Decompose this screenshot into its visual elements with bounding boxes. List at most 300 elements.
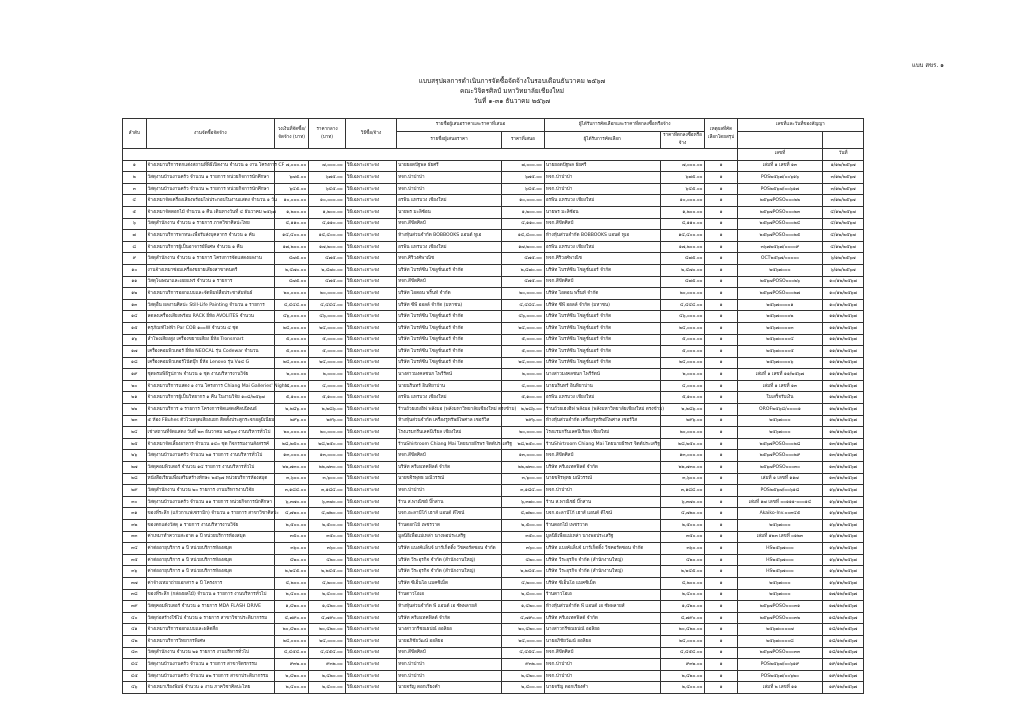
header-contract-no: เลขที่: [737, 149, 823, 161]
winner-name: หจก.ป่าป่าป่า: [544, 183, 660, 195]
budget-amount: ๒๙๖.๐๐: [275, 415, 309, 427]
agreed-price: ๓๕๐.๐๐: [660, 531, 705, 543]
table-row: [123, 554, 864, 566]
row-number: ๒๗: [123, 462, 147, 474]
bidder-name: อรพิน แหรบวง เชียงใหม่: [397, 195, 502, 207]
agreed-price: ๒๔,๐๐๐.๐๐: [660, 635, 705, 647]
procurement-method: วิธีเฉพาะเจาะจง: [345, 554, 396, 566]
item-description: ค่าต่ออายุบริการ ๑ ปี หน่วยบริการห้องสมุด: [146, 566, 274, 578]
contract-number: ๒๕๖๗๐๐๐๐๓: [737, 322, 823, 334]
item-description: ของที่ระลึก (กล่องผลไม้) จำนวน ๑ รายการ งานบริหารทั่วไป: [146, 589, 274, 601]
procurement-method: วิธีเฉพาะเจาะจง: [345, 253, 396, 265]
form-code: แบบ สขร. ๑: [911, 62, 944, 69]
item-description: จ้างเหมาบริการผู้เป็นวิทยากร ๑ คืน ในงานวิจัย ๑๐๘/๒๕๖๗: [146, 392, 274, 404]
row-number: ๔๓: [123, 647, 147, 659]
procurement-method: วิธีเฉพาะเจาะจง: [345, 566, 396, 578]
agreed-price: ๕,๐๐๐.๐๐: [660, 334, 705, 346]
item-description: เครื่องคอมพิวเตอร์โน้ตบุ๊ก ยี่ห้อ Lenovo รุ่น V๑๔ G: [146, 357, 274, 369]
contract-number: HS๒๕๖๗๐๐๐: [737, 554, 823, 566]
table-row: [123, 172, 864, 184]
budget-amount: ๑๓,๐๐๐.๐๐: [275, 450, 309, 462]
table-row: [123, 612, 864, 624]
bidder-name: หจก.สีขีดศิลป์: [397, 218, 502, 230]
bid-price: ๔,๐๐๐.๐๐: [502, 380, 545, 392]
selection-reason: ๑: [705, 311, 737, 323]
contract-number: POS๒๕๖๗/๐๐๖๒๐: [737, 670, 823, 682]
median-price: ๗,๐๐๐.๐๐: [309, 160, 345, 172]
contract-number: ๒๕๖๗POSO๐๐๐๓๑: [737, 601, 823, 613]
budget-amount: ๔,๗๒๐.๐๐: [275, 508, 309, 520]
contract-number: ๒๕๖๗POSO๐๐๐๒๗: [737, 288, 823, 300]
winner-name: ห้างหุ้นส่วนจำกัด พี แอนด์ เอ ซัพพลายส์: [544, 601, 660, 613]
selection-reason: ๑: [705, 183, 737, 195]
bid-price: ๔,๔๕๔.๐๐: [502, 647, 545, 659]
bid-price: ๑,๒๐๐.๐๐: [502, 206, 545, 218]
contract-date: ๑๑/๑๒/๒๕๖๗: [823, 346, 864, 358]
contract-number: ๒๕๖๗๐๐๐๐๖: [737, 357, 823, 369]
procurement-method: วิธีเฉพาะเจาะจง: [345, 450, 396, 462]
table-row: [123, 543, 864, 555]
table-row: [123, 288, 864, 300]
budget-amount: ๕,๐๐๐.๐๐: [275, 346, 309, 358]
contract-date: ๓/๑๒/๒๕๖๗: [823, 172, 864, 184]
median-price: ๒,๔๐๐.๐๐: [309, 589, 345, 601]
item-description: ลำโพงเสียงสูง เครื่องขยายเสียง ยี่ห้อ Tronsmart: [146, 334, 274, 346]
winner-name: บริษัท ซีเอ็นโอ แมคซิเม็ด: [544, 577, 660, 589]
table-row: [123, 264, 864, 276]
item-description: จ้างเหมาจัดดอกไม้ จำนวน ๑ คืน เดินทางวันที่ ๔ ธันวาคม ๒๕๖๗: [146, 206, 274, 218]
item-description: วัสดุคอมพิวเตอร์ จำนวน ๑ รายการ MDA FLASH DRIVE: [146, 601, 274, 613]
agreed-price: ๒,๕๐๐.๐๐: [660, 520, 705, 532]
budget-amount: ๒๔,๐๐๐.๐๐: [275, 322, 309, 334]
row-number: ๑๗: [123, 346, 147, 358]
row-number: ๔๕: [123, 670, 147, 682]
bid-price: ๓,๖๐๐.๐๐: [502, 473, 545, 485]
item-description: วัสดุสำนักงาน จำนวน ๒๑ รายการ งานบริหารทั่วไป: [146, 647, 274, 659]
table-row: [123, 334, 864, 346]
item-description: จ้างเหมาบริการแสดง ๑ งาน โครงการ Chiang Mai Galleries' Nights: [146, 380, 274, 392]
contract-date: ๑๑/๑๒/๒๕๖๗: [823, 322, 864, 334]
bidder-name: อรพิน แหรบวง เชียงใหม่: [397, 241, 502, 253]
winner-name: บริษัท ไบรท์ซีน โซลูชั่นเอร์ จำกัด: [544, 357, 660, 369]
table-row: [123, 485, 864, 497]
bidder-name: บริษัท ซีพี ออลล์ จำกัด (มหาชน): [397, 299, 502, 311]
contract-number: ๒๕๖๗๐๐๐: [737, 415, 823, 427]
bidder-name: หจก.ป่าป่าป่า: [397, 183, 502, 195]
row-number: ๗: [123, 230, 147, 242]
contract-date: ๔/๑๒/๒๕๖๗: [823, 206, 864, 218]
median-price: ๒,๒๘๖.๐๐: [309, 404, 345, 416]
contract-date: ๑๑/๑๒/๒๕๖๗: [823, 334, 864, 346]
median-price: ๖๔๕.๐๐: [309, 183, 345, 195]
winner-name: หจก.ป่าป่าป่า: [544, 659, 660, 671]
agreed-price: ๔,๑๑๐.๐๐: [660, 218, 705, 230]
winner-name: นายจรัญ ดอกเรียงคำ: [544, 682, 660, 694]
winner-name: หจก.ศิริวงศ์พาณิช: [544, 253, 660, 265]
procurement-method: วิธีเฉพาะเจาะจง: [345, 670, 396, 682]
bid-price: ๒,๒๘๖.๐๐: [502, 404, 545, 416]
bid-price: ๒,๔๒๐.๐๐: [502, 670, 545, 682]
procurement-method: วิธีเฉพาะเจาะจง: [345, 276, 396, 288]
budget-amount: ๒,๒๘๖.๐๐: [275, 404, 309, 416]
bidder-name: บริษัท ไบรท์ซีน โซลูชั่นเอร์ จำกัด: [397, 346, 502, 358]
procurement-method: วิธีเฉพาะเจาะจง: [345, 496, 396, 508]
contract-number: ๒๕๖๗๐๐๐๐๒: [737, 311, 823, 323]
row-number: ๔๒: [123, 635, 147, 647]
budget-amount: ๔๒๐.๐๐: [275, 554, 309, 566]
procurement-method: วิธีเฉพาะเจาะจง: [345, 543, 396, 555]
contract-date: ๑๗/๑๒/๒๕๖๗: [823, 589, 864, 601]
procurement-method: วิธีเฉพาะเจาะจง: [345, 299, 396, 311]
item-description: จ้างเหมาจัดเลี้ยงอาหาร จำนวน ๑๔๐ ชุด กิจกรรมงานสังสรรค์: [146, 438, 274, 450]
procurement-method: วิธีเฉพาะเจาะจง: [345, 346, 396, 358]
winner-name: อรพิน แหรบวง เชียงใหม่: [544, 241, 660, 253]
agreed-price: ๔,๐๐๐.๐๐: [660, 380, 705, 392]
procurement-method: วิธีเฉพาะเจาะจง: [345, 404, 396, 416]
bid-price: ๒,๔๐๐.๐๐: [502, 682, 545, 694]
budget-amount: ๒๒,๗๓๐.๐๐: [275, 462, 309, 474]
procurement-method: วิธีเฉพาะเจาะจง: [345, 218, 396, 230]
bidder-name: หจก.ป่าป่าป่า: [397, 172, 502, 184]
agreed-price: ๓๖๐.๐๐: [660, 543, 705, 555]
table-row: [123, 496, 864, 508]
contract-number: ๒๕๖๗POSO๐๐๐๒๘: [737, 438, 823, 450]
row-number: ๓๓: [123, 531, 147, 543]
budget-amount: ๔,๒๐๐.๐๐: [275, 577, 309, 589]
table-row: [123, 508, 864, 520]
bid-price: ๔๗๕.๐๐: [502, 253, 545, 265]
item-description: จ้างเหมาบริการออกแบบและผลิตสื่อ: [146, 624, 274, 636]
agreed-price: ๒,๐๐๐.๐๐: [660, 369, 705, 381]
bid-price: ๒,๕๐๐.๐๐: [502, 520, 545, 532]
budget-amount: ๒,๒๔๕.๐๐: [275, 566, 309, 578]
bidder-name: หจก.สีขีดศิลป์: [397, 647, 502, 659]
contract-number: เล่มที่ ๑๗ เลขที่ ๐๐๑๑๑-๐๐๐๑๔: [737, 496, 823, 508]
winner-name: นางสาวมงคลชนก ไพรีรัตน์: [544, 369, 660, 381]
row-number: ๑๘: [123, 357, 147, 369]
winner-name: หจก.ป่าป่าป่า: [544, 670, 660, 682]
bid-price: ๒๔,๐๐๐.๐๐: [502, 322, 545, 334]
contract-number: ๒๕๖๗๐๐๐๐๔: [737, 334, 823, 346]
contract-date: ๑๖/๑๒/๒๕๖๗: [823, 520, 864, 532]
row-number: ๑๓: [123, 299, 147, 311]
selection-reason: ๑: [705, 462, 737, 474]
header-contract-no-spacer: [737, 132, 823, 149]
contract-number: เล่มที่ ๑ เลขที่ ๑๓: [737, 160, 823, 172]
selection-reason: ๑: [705, 195, 737, 207]
row-number: ๒: [123, 172, 147, 184]
selection-reason: ๑: [705, 206, 737, 218]
budget-amount: ๒,๔๗๐.๐๐: [275, 264, 309, 276]
bidder-name: หจก.ศิริวงศ์พาณิช: [397, 253, 502, 265]
contract-number: Akaiko-Inv.๐๐๓๔๕: [737, 508, 823, 520]
contract-number: ๒๕๖๗POSO๐๐๐๒๒: [737, 195, 823, 207]
contract-number: ใบเสร็จรับเงิน: [737, 392, 823, 404]
agreed-price: ๒,๔๐๐.๐๐: [660, 589, 705, 601]
bid-price: ๑๗,๒๐๐.๐๐: [502, 241, 545, 253]
contract-date: ๑๓/๑๒/๒๕๖๗: [823, 462, 864, 474]
bidder-name: บริษัท วีระอุรกิจ จำกัด (สำนักงานใหญ่): [397, 554, 502, 566]
budget-amount: ๑,๔๒๐.๐๐: [275, 601, 309, 613]
median-price: ๒๔,๐๐๐.๐๐: [309, 322, 345, 334]
header-bidder-name: รายชื่อผู้เสนอราคา: [397, 132, 502, 149]
header-agreed-price: ราคาที่ตกลงซื้อหรือจ้าง: [660, 132, 705, 149]
contract-date: ๑๘/๑๒/๒๕๖๗: [823, 647, 864, 659]
median-price: ๕,๑๐๐.๐๐: [309, 392, 345, 404]
row-number: ๔๐: [123, 612, 147, 624]
contract-number: ๒๕๖๗๐๐๐: [737, 427, 823, 439]
winner-name: ร้านดาวโอเอ: [544, 589, 660, 601]
contract-date: ๑๘/๑๒/๒๕๖๗: [823, 612, 864, 624]
table-row: [123, 195, 864, 207]
procurement-method: วิธีเฉพาะเจาะจง: [345, 647, 396, 659]
row-number: ๓๐: [123, 496, 147, 508]
winner-name: ร้าน ส.พาณิชย์ บิ๊กสาน: [544, 496, 660, 508]
contract-number: ๒๕๖๗๐๐๐: [737, 589, 823, 601]
bidder-name: โรงแรมกรีนเลคปีเรียล เชียงใหม่: [397, 427, 502, 439]
row-number: ๒๕: [123, 438, 147, 450]
contract-number: เล่มที่ ๒ เลขที่ ๑๑: [737, 682, 823, 694]
procurement-method: วิธีเฉพาะเจาะจง: [345, 612, 396, 624]
agreed-price: ๒,๒๘๖.๐๐: [660, 404, 705, 416]
row-number: ๓๒: [123, 520, 147, 532]
bid-price: ๒๐,๐๐๐.๐๐: [502, 288, 545, 300]
header-median-price: ราคากลาง (บาท): [309, 119, 345, 149]
procurement-method: วิธีเฉพาะเจาะจง: [345, 485, 396, 497]
procurement-method: วิธีเฉพาะเจาะจง: [345, 172, 396, 184]
bidder-name: บริษัท แบงค์แล็บจ์ มาร์เก็ตติ้ง วีชคอร์ดซอน จำกัด: [397, 543, 502, 555]
median-price: ๓๖๐.๐๐: [309, 543, 345, 555]
agreed-price: ๑๓,๐๐๐.๐๐: [660, 450, 705, 462]
contract-number: ๒๕๖๗POSO๐๐๐๒๓: [737, 206, 823, 218]
bid-price: ๑๔,๔๐๐.๐๐: [502, 230, 545, 242]
contract-number: ๒๕๖๗๐๐๐๐๘: [737, 635, 823, 647]
winner-name: หจก.สีขีดศิลป์: [544, 450, 660, 462]
contract-date: ๑๙/๑๒/๒๕๖๗: [823, 659, 864, 671]
item-description: ค่าต่ออายุบริการ ๑ ปี หน่วยบริการห้องสมุด: [146, 543, 274, 555]
contract-number: เล่มที่ ๑ เลขที่ ๑๑/๒๕๖๗: [737, 369, 823, 381]
contract-number: POS๒๕๖๗/๐๐๖๑๗: [737, 183, 823, 195]
row-number: ๔: [123, 195, 147, 207]
contract-date: ๑๗/๑๒/๒๕๖๗: [823, 601, 864, 613]
bidder-name: หจก.ป่าป่าป่า: [397, 659, 502, 671]
agreed-price: ๙๓๒.๐๐: [660, 659, 705, 671]
bid-price: ๒๙๖.๐๐: [502, 415, 545, 427]
table-row: [123, 682, 864, 694]
item-description: วัสดุงานบ้านงานครัว จำนวน ๑ รายการ หน่วยกิจการนักศึกษา: [146, 172, 274, 184]
table-row: [123, 369, 864, 381]
item-description: วัสดุอื่น ผลงานศิลปะ Still-Life Painting จำนวน ๑ รายการ: [146, 299, 274, 311]
item-description: จ้างเหมาบริการวิทยากรพิเศษ: [146, 635, 274, 647]
bidder-name: มูลนิธิเพื่อแม่เหล่า นางพอประเสริฐ: [397, 531, 502, 543]
contract-number: ๒๕๖๗POSO๐๐๐๓๓: [737, 647, 823, 659]
budget-amount: ๑๔,๔๐๐.๐๐: [275, 230, 309, 242]
agreed-price: ๗,๐๐๐.๐๐: [660, 160, 705, 172]
budget-amount: ๖๔๕.๐๐: [275, 183, 309, 195]
agreed-price: ๖๔๕.๐๐: [660, 183, 705, 195]
agreed-price: ๕,๑๐๐.๐๐: [660, 392, 705, 404]
bid-price: ๑๐,๐๐๐.๐๐: [502, 195, 545, 207]
row-number: ๑๐: [123, 264, 147, 276]
header-contract-date-spacer: [823, 132, 864, 149]
median-price: ๒,๔๒๐.๐๐: [309, 670, 345, 682]
item-description: วัสดุงานบ้านงานครัว จำนวน ๑๒ รายการ สาขาประติมากรรม: [146, 670, 274, 682]
winner-name: ร้านถ้วยเฮงฮิฟ พลังมอ (พลังมหาวิทยาลัยเชียงใหม่ ตรงข้าม): [544, 404, 660, 416]
median-price: ๑๓,๐๐๐.๐๐: [309, 450, 345, 462]
bid-price: ๔,๔๔๔.๐๐: [502, 299, 545, 311]
faculty-name: คณะวิจิตรศิลป์ มหาวิทยาลัยเชียงใหม่: [459, 87, 565, 95]
agreed-price: ๔,๔๕๔.๐๐: [660, 647, 705, 659]
budget-amount: ๔,๔๔๔.๐๐: [275, 299, 309, 311]
row-number: ๑๔: [123, 311, 147, 323]
bidder-name: บริษัท ไบรท์ซีน โซลูชั่นเอร์ จำกัด: [397, 322, 502, 334]
bid-price: ๒๒,๗๓๐.๐๐: [502, 462, 545, 474]
winner-name: บริษัท วีระอุรกิจ จำกัด (สำนักงานใหญ่): [544, 554, 660, 566]
median-price: ๕,๐๐๐.๐๐: [309, 346, 345, 358]
report-period: วันที่ ๑-๓๑ ธันวาคม ๒๕๖๗: [473, 97, 551, 105]
procurement-method: วิธีเฉพาะเจาะจง: [345, 206, 396, 218]
contract-number: เล่มที่ ๑ เลขที่ ๑๓: [737, 380, 823, 392]
contract-number: POS๒๕๖๗/๐๐๖๑๖: [737, 172, 823, 184]
contract-date: ๑๐/๑๒/๒๕๖๗: [823, 288, 864, 300]
bidder-name: นายยอดปัฐพล ธัยศรี: [397, 160, 502, 172]
bid-price: ๔,๗๒๐.๐๐: [502, 508, 545, 520]
winner-name: ร้านดอกไม้ เพชรวาด: [544, 520, 660, 532]
median-price: ๔,๒๐๐.๐๐: [309, 577, 345, 589]
winner-name: หจก.สีขีดศิลป์: [544, 647, 660, 659]
header-winner-group: ผู้ได้รับการคัดเลือกและราคาที่ตกลงซื้อหรือจ้าง: [544, 119, 705, 132]
agreed-price: ๒๐,๐๐๐.๐๐: [660, 427, 705, 439]
bid-price: ๔๖,๐๐๐.๐๐: [502, 311, 545, 323]
budget-amount: ๒๐,๐๐๐.๐๐: [275, 288, 309, 300]
winner-name: บริษัท ไบรท์ซีน โซลูชั่นเอร์ จำกัด: [544, 334, 660, 346]
contract-number: เล่มที่ ๑ เลขที่ ๑๑๗: [737, 473, 823, 485]
row-number: ๓๑: [123, 508, 147, 520]
header-bidders-group: รายชื่อผู้เสนอราคาและราคาที่เสนอ: [397, 119, 545, 132]
median-price: ๕,๐๐๐.๐๐: [309, 334, 345, 346]
contract-number: ๒๕๖๗๐๐๐: [737, 520, 823, 532]
agreed-price: ๕,๐๐๐.๐๐: [660, 346, 705, 358]
contract-number: ๒๕๖๗POSO๐๐๐๒๔: [737, 218, 823, 230]
selection-reason: ๑: [705, 450, 737, 462]
agreed-price: ๒,๔๐๐.๐๐: [660, 682, 705, 694]
selection-reason: ๑: [705, 612, 737, 624]
bidder-name: บริษัท ครีเอเทคฟิลด์ จำกัด: [397, 462, 502, 474]
contract-date: ๑๑/๑๒/๒๕๖๗: [823, 311, 864, 323]
contract-date: ๑๒/๑๒/๒๕๖๗: [823, 427, 864, 439]
selection-reason: ๑: [705, 647, 737, 659]
row-number: ๖: [123, 218, 147, 230]
contract-date: ๑๑/๑๒/๒๕๖๗: [823, 357, 864, 369]
procurement-method: วิธีเฉพาะเจาะจง: [345, 322, 396, 334]
contract-date: ๑๒/๑๒/๒๕๖๗: [823, 404, 864, 416]
contract-number: ๒๕๖๗POSO๐๐๐๒๙: [737, 450, 823, 462]
bid-price: ๒๐,๔๒๐.๐๐: [502, 624, 545, 636]
agreed-price: ๔,๗๙๐.๐๐: [660, 612, 705, 624]
contract-date: ๑๖/๑๒/๒๕๖๗: [823, 485, 864, 497]
bidder-name: นายอภิชัยวัฒน์ ออลิยอ: [397, 635, 502, 647]
item-description: จ้างเหมาบริการออกแบบและจัดพิมพ์สื่อประชาสัมพันธ์: [146, 288, 274, 300]
budget-amount: ๔,๐๐๐.๐๐: [275, 380, 309, 392]
bidder-name: นายจรัญ ดอกเรียงคำ: [397, 682, 502, 694]
bid-price: ๓๖๐.๐๐: [502, 543, 545, 555]
row-number: ๓๙: [123, 601, 147, 613]
contract-number: POS๒๕๖๗/๐๐๖๑๙: [737, 659, 823, 671]
contract-number: POS๒๕๖๗/๐๐๖๑๘: [737, 485, 823, 497]
winner-name: ห้างหุ้นส่วนจำกัด BOBBOOKS แอนด์ ทูเอ: [544, 230, 660, 242]
table-row: [123, 473, 864, 485]
agreed-price: ๑๗,๒๐๐.๐๐: [660, 241, 705, 253]
selection-reason: ๑: [705, 427, 737, 439]
median-price: ๒,๔๗๐.๐๐: [309, 264, 345, 276]
procurement-method: วิธีเฉพาะเจาะจง: [345, 369, 396, 381]
item-description: จ้างเหมาบริการ ๑ รายการ โครงการจัดแสดงศิลปนิพนธ์: [146, 404, 274, 416]
item-description: วัสดุก่อสร้างใช้ไป จำนวน ๑ รายการ สาขาวิชาประติมากรรม: [146, 612, 274, 624]
winner-name: บริษัท ครีเอเทคฟิลด์ จำกัด: [544, 462, 660, 474]
agreed-price: ๑๔,๔๐๐.๐๐: [660, 230, 705, 242]
agreed-price: ๔๗๕.๐๐: [660, 253, 705, 265]
bid-price: ๒,๒๔๕.๐๐: [502, 566, 545, 578]
budget-amount: ๖,๓๗๐.๐๐: [275, 496, 309, 508]
procurement-method: วิธีเฉพาะเจาะจง: [345, 160, 396, 172]
median-price: ๔,๗๒๐.๐๐: [309, 508, 345, 520]
row-number: ๔๖: [123, 682, 147, 694]
row-number: ๔๔: [123, 659, 147, 671]
winner-name: บริษัท ซีพี ออลล์ จำกัด (มหาชน): [544, 299, 660, 311]
item-description: วัสดุงานบ้านงานครัว จำนวน ๒ รายการ หน่วยกิจการนักศึกษา: [146, 183, 274, 195]
agreed-price: ๔๒๐.๐๐: [660, 554, 705, 566]
bidder-name: บริษัท ไบรท์ซีน โซลูชั่นเอร์ จำกัด: [397, 334, 502, 346]
item-description: ชุดพรมพิธีรูปภาพ จำนวน ๑ ชุด งานบริหารงานวิจัย: [146, 369, 274, 381]
agreed-price: ๒๙๖.๐๐: [660, 415, 705, 427]
contract-number: ๒๕๖๗POSO๐๐๐๓๒: [737, 612, 823, 624]
item-description: ของตกแต่งวัสดุ ๑ รายการ งานบริหารงานวิจัย: [146, 520, 274, 532]
bid-price: ๔,๑๑๐.๐๐: [502, 218, 545, 230]
procurement-table: [122, 118, 864, 694]
item-description: วัสดุโฆษณาและเผยแพร่ จำนวน ๑ รายการ: [146, 276, 274, 288]
contract-date: ๔/๑๒/๒๕๖๗: [823, 230, 864, 242]
budget-amount: ๑๗,๒๐๐.๐๐: [275, 241, 309, 253]
bid-price: ๒๐,๐๐๐.๐๐: [502, 427, 545, 439]
procurement-method: วิธีเฉพาะเจาะจง: [345, 682, 396, 694]
budget-amount: ๒,๐๐๐.๐๐: [275, 369, 309, 381]
selection-reason: ๑: [705, 276, 737, 288]
row-number: ๒๓: [123, 415, 147, 427]
budget-amount: ๗,๐๐๐.๐๐: [275, 160, 309, 172]
bidder-name: นายขจิรพุทธ มณีวรรณ์: [397, 473, 502, 485]
contract-number: ๒๕๖๗POSO๐๐๐๒๕: [737, 230, 823, 242]
median-price: ๔,๑๑๐.๐๐: [309, 218, 345, 230]
item-description: เครื่องคอมพิวเตอร์ ยี่ห้อ NEOCAL รุ่น Codewar จำนวน: [146, 346, 274, 358]
contract-date: ๑๐/๑๒/๒๕๖๗: [823, 299, 864, 311]
bid-price: ๔,๗๙๐.๐๐: [502, 612, 545, 624]
item-description: ของที่ระลึก (แก้วกาแฟเซรามิก) จำนวน ๑ รายการ สาขาวิชาศิลปะ: [146, 508, 274, 520]
table-row: [123, 635, 864, 647]
item-description: วัสดุสำนักงาน จำนวน ๑ รายการ ภาควิชาศิลปะไทย: [146, 218, 274, 230]
budget-amount: ๙๓๒.๐๐: [275, 659, 309, 671]
table-row: [123, 566, 864, 578]
item-description: วัสดุสำนักงาน จำนวน ๑ รายการ โครงการจัดแสดงผลงาน: [146, 253, 274, 265]
median-price: ๔,๔๔๔.๐๐: [309, 299, 345, 311]
bid-price: ๔๒๐.๐๐: [502, 554, 545, 566]
winner-name: บริษัท ครีเอเทคฟิลด์ จำกัด: [544, 612, 660, 624]
procurement-method: วิธีเฉพาะเจาะจง: [345, 520, 396, 532]
header-gap: [123, 149, 738, 161]
median-price: ๒๔,๐๐๐.๐๐: [309, 635, 345, 647]
winner-name: บริษัท ไบรท์ซีน โซลูชั่นเอร์ จำกัด: [544, 311, 660, 323]
header-budget: วงเงินที่จัดซื้อ/จัดจ้าง (บาท): [275, 119, 309, 149]
bid-price: ๖๗๕.๐๐: [502, 172, 545, 184]
